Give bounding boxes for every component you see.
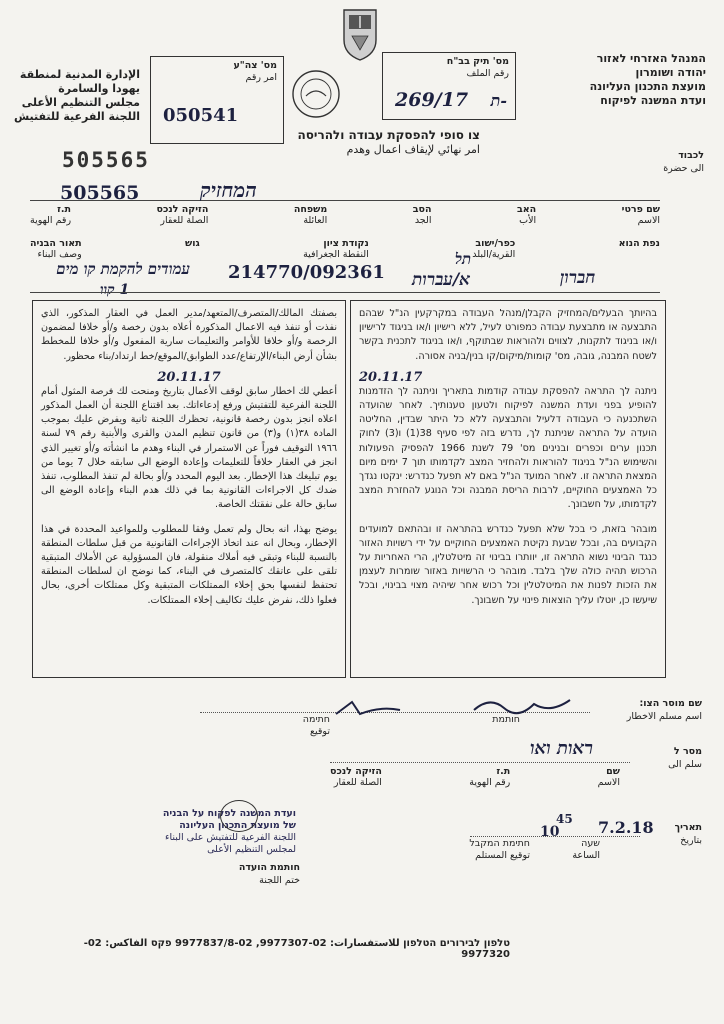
committee-circle <box>220 800 258 832</box>
order-number-value: 050541 <box>163 105 239 126</box>
recipient-relation-handwritten: המחזיק <box>200 178 257 202</box>
col-coords: נקודת ציון النقطة الجغرافية <box>303 238 369 260</box>
minutes-value: 45 <box>556 812 573 826</box>
hour-label-ar: الساعة <box>572 850 600 861</box>
arabic-paragraph-3: يوضح بهذا، انه بحال ولم تعمل وفقا للمطلوب وللمواعيد المحددة في هذا الإخطار، وبحال انه عند اتخاذ الإجراءات القانونية من قبل سلطات المنطقة بالنسبة للبناء وتبقى فيه أملاك منقولة، فان المسؤولية عن الأملاك المتبقية تلقى على عاتقك كالمتصرف في البناء، كما نوضح ان لسلطات المنطقة تحتفظ لنفسها بحق إخلاء الممتلكات المتبقية وكل ممتلكات أخرى، بحال فعلوا ذلك، نفرض عليك تكاليف إخلاء الممتلكات. <box>41 523 337 606</box>
receiver-line <box>330 762 630 763</box>
col-description: תאור הבניה وصف البناء <box>30 238 82 260</box>
arabic-date: 20.11.17 <box>157 369 221 385</box>
receiver-rel-col: הזיקה לנכס الصلة للعقار <box>330 766 382 788</box>
order-number-label: מס' צה"ע <box>233 60 277 71</box>
receiver-sign-label: חתימת המקבל <box>469 838 530 849</box>
col-family: משפחה العائلة <box>293 204 328 226</box>
emblem <box>340 6 380 62</box>
coords-value: 214770/092361 <box>228 262 385 283</box>
receiver-handwritten: ראות ואו <box>530 738 594 759</box>
order-title: צו סופי להפסקת עבודה ולהריסה <box>297 128 480 142</box>
file-number-prefix: ת- <box>490 91 507 110</box>
header-hebrew: המנהל האזרחי לאזור יהודה ושומרון מועצת התכנון העליונה ועדת המשנה לפיקוח <box>589 52 706 107</box>
arabic-paragraph-1: بصفتك المالك/المتصرف/المتعهد/مدير العمل في العقار المذكور، الذي نفذت أو تنفذ فيه الاعمال المذكورة أعلاه بدون رخصة و/أو خلافا لمضمون الرخصة و/أو خلافا للأوامر والتعليمات سارية المفعول و/أو خلافا للمخطط بشأن أرض البناء/الإرتفاع/عدد الطوابق/الموقع/خط ارتداد/بناء محظور. <box>41 308 337 362</box>
committee-label-ar: ختم اللجنة <box>259 875 300 886</box>
village-top-value: תל <box>455 250 472 268</box>
hebrew-paragraph-3: מובהר בזאת, כי בכל שלא תפעל כנדרש בהתראה זו ובהתאם למועדים הקבועים בה, ובכל שבעת נקיטת האמצעים החוקיים על ידי רשויות האזור כנגד הבינוי נשוא התראה זו, יוותרו בבינוי זה מיטלטלין, הרי האחריות על הרכוש תהיה כולה שלך בלבד. מובהר כי הרשויות באזור שומרות לעצמן את הזכות לפנות את המיטלטלין וכל רכוש אחר שיהיה מצוי בבינוי, ובכל שיעשו כן, יוטלו עליך הוצאות פינוי על חשבונך. <box>359 523 657 606</box>
deliverer-sign-label: חתימה <box>302 714 330 725</box>
deliverer-signature-2 <box>330 696 410 724</box>
description-value: עמודים להקמת קו מים <box>56 260 190 278</box>
round-seal <box>290 68 342 120</box>
order-title-ar: امر نهائي لإيقاف اعمال وهدم <box>346 143 480 156</box>
col-district: נפת הנוא <box>618 238 660 249</box>
hebrew-date: 20.11.17 <box>359 369 423 385</box>
file-number-box <box>382 52 516 120</box>
description-value-2: 1 קוו <box>100 282 130 298</box>
file-number-label-ar: رقم الملف <box>466 68 509 79</box>
recipient-headers <box>30 204 660 226</box>
col-village: כפר/ישוב القرية/البلد <box>472 238 516 260</box>
col-relation: הזיקה לנכס الصلة للعقار <box>156 204 209 226</box>
stamp-number: 505565 <box>62 148 150 172</box>
receiver-name-col: שם الاسم <box>597 766 620 788</box>
date-label: תאריך <box>674 822 702 833</box>
arabic-body-box <box>32 300 346 678</box>
committee-label: חותמת הועדה <box>238 862 300 873</box>
receiver-label: מסר ל <box>673 746 702 757</box>
village-value: א/עברות <box>412 270 471 290</box>
location-headers <box>30 238 660 260</box>
recipient-id-handwritten: 505565 <box>60 182 140 204</box>
deliverer-label: שם מוסר הצו: <box>639 698 702 709</box>
hour-label: שעה <box>581 838 600 849</box>
hour-value: 10 <box>540 824 560 840</box>
hebrew-paragraph-1: בהיותך הבעלים/המחזיק הקבלן/מנהל העבודה במקרקעין הנ"ל שבהם התבצעה או מתבצעת עבודה כמפורט לעיל, ללא רישיון ו/או בניגוד לרישיון ו/או בניגוד לתקנות, לצווים ולהוראות שבתוקף, ו/או בניגוד לתכנית בקשר לשטח המבנה, גובה, מס' קומות/מיקום/קו בנין/בניה אסורה. <box>359 308 657 362</box>
deliverer-signature <box>470 692 590 722</box>
file-number-value: 269/17 <box>395 89 469 111</box>
receiver-sign-label-ar: توقيع المستلم <box>475 850 530 861</box>
deliverer-sign-label-ar: توقيع <box>309 726 330 737</box>
arabic-paragraph-2: أعطي لك اخطار سابق لوقف الأعمال بتاريخ ومنحت لك فرصة المثول أمام اللجنة الفرعية للتفتيش ورفع إدعاءاتك. بعد اقتناع اللجنة أن العمل المذكور اعلاه انجز بدون رخصة قانونية، تحظرك اللجنة ثانية ويفرض عليك بموجب المادة ٣٨(١) و(٣) من قانون تنظيم المدن والقرى والأبنية رقم ٧٩ لسنة ١٩٦٦ التوقيف فوراً عن الاستمرار في البناء وهدم ما انشأته و/أو تغيير الذي انجز في العقار خلافاً للتعليمات وإعادة الوضع الى سابقه خلال 7 يوما من يوم تبليغك هذا الإخطار. بعد اليوم المحدد و/أو بحالة لم تنفذ المطلوب، تنفذ ضدك كل الاجراءات القانونية بما في ذلك هدم البناء وإعادة الوضع الى سابق حالة على نفقتك الخاصة. <box>41 385 338 511</box>
location-line <box>30 292 660 293</box>
hebrew-body-box <box>350 300 666 678</box>
col-id: ת.ז رقم الهوية <box>30 204 72 226</box>
to-label: לכבוד <box>678 150 704 161</box>
footer-phones: טלפון לבירורים הטלפון للاستفسارات: 02-9977307, 02-9977837/8 פקס الفاكس: 02-9977320 <box>83 938 510 960</box>
deliverer-label-ar: اسم مسلم الاخطار <box>626 711 702 722</box>
file-number-label: מס' תיק בב"ח <box>446 56 509 67</box>
date-label-ar: بتاريخ <box>680 835 702 846</box>
to-label-ar: الى حضرة <box>663 163 704 174</box>
col-father: האב الأب <box>516 204 537 226</box>
committee-stamp: ועדת המשנה לפקוח על הבניה של מועצת התכנון העליונה اللجنة الفرعية للتفتيش على البناء لمجلس التنظيم الأعلى <box>162 808 296 855</box>
header-arabic: الإدارة المدنية لمنطقة يهودا والسامرة مجلس التنظيم الأعلى اللجنة الفرعية للتفتيش <box>13 68 140 123</box>
receiver-fields <box>330 766 620 788</box>
col-grandfather: הסב الجد <box>412 204 432 226</box>
district-value: חברון <box>560 268 596 288</box>
date-value: 7.2.18 <box>598 818 654 837</box>
col-block: גוש <box>185 238 200 249</box>
receiver-label-ar: سلم الى <box>668 759 702 770</box>
col-first-name: שם פרטי الاسم <box>621 204 660 226</box>
deliverer-stamp-label: חותמת <box>492 714 520 725</box>
order-number-label-ar: امر رقم <box>245 72 277 83</box>
hebrew-paragraph-2: ניתנה לך התראה להפסקת עבודה קודמות בתאריך וניתנה לך הזדמנות להופיע בפני ועדת המשנה לפיקוח ולטעון טענותיך. לאחר שהועדה השתכנעה כי העבודה דלעיל והתבצעה ללא כל היתר שבדין, החליטה הועדה על התראה שניתנת לך, נדרש בזה לפי סעיף 38(1) ו(3) לחוק תכנון ערים וכפרים ובנינים מס' 79 לשנת 1966 להפסיק הפעולות והשימוש הנ"ל בניגוד להוראות ולהחזיר המצב לקדמותו תוך 7 ימים מיום המצאת התראה זו. לאחר המועד הנ"ל באם לא תפעל כנדרש: ינקטו נגדך כל האמצעים החוקיים, לרבות הריסת המבנה וכל הנוגע להחזרת המצב לקדמותו, על חשבונך. <box>359 385 658 511</box>
receiver-id-col: ת.ז رقم الهوية <box>469 766 511 788</box>
